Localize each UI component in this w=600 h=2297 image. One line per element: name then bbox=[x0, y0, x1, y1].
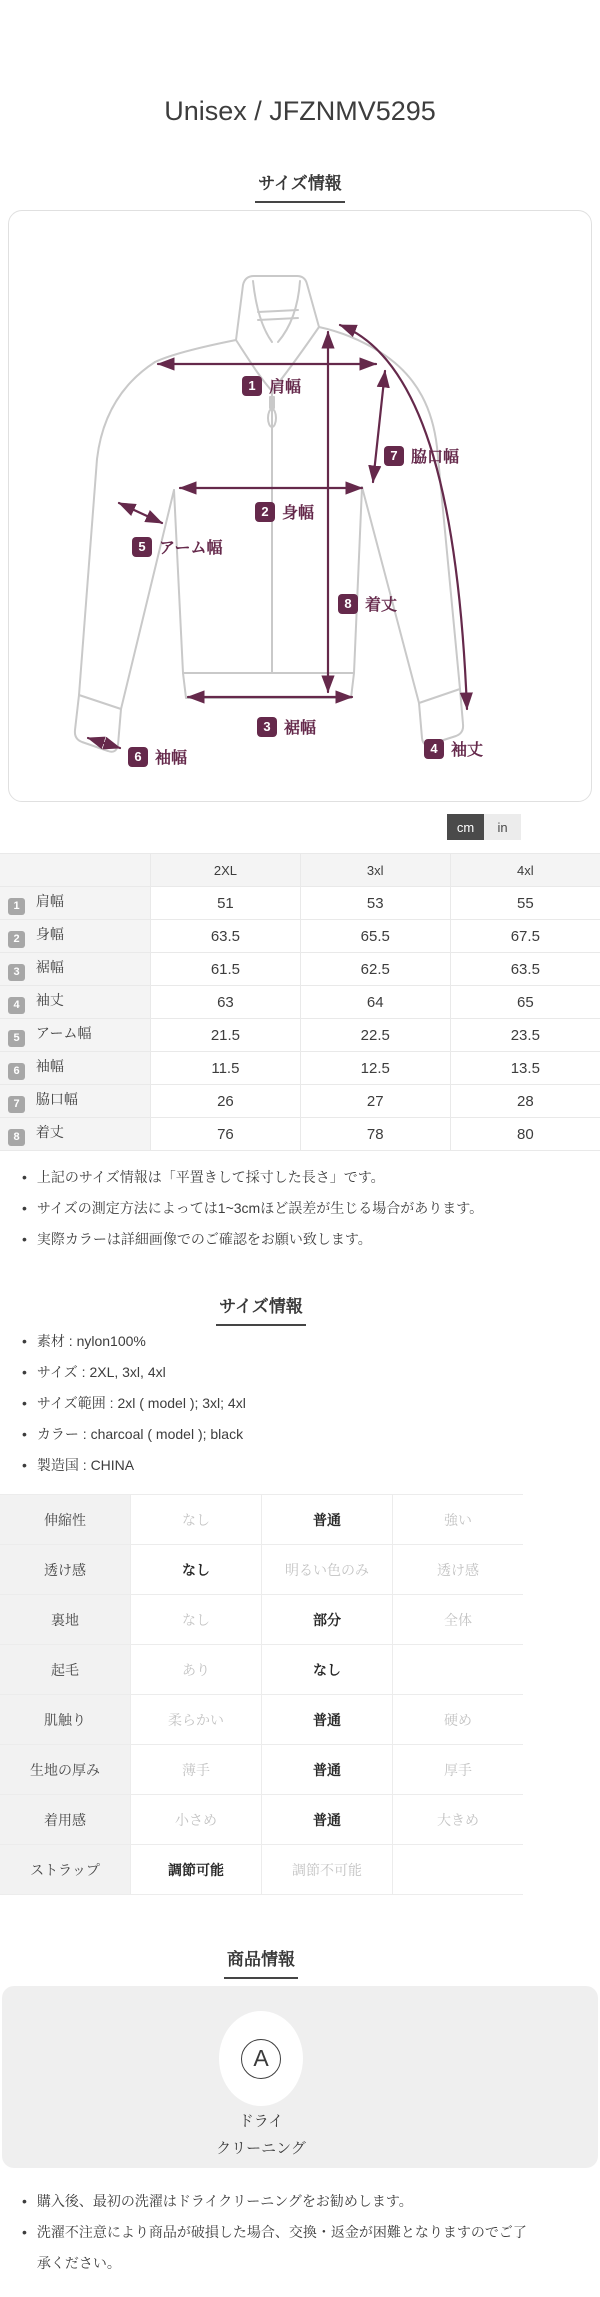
size-row-header bbox=[0, 1085, 151, 1118]
feature-label: 透け感 bbox=[0, 1545, 131, 1595]
measurement-label-text: 袖幅 bbox=[155, 750, 188, 767]
row-number-badge: 3 bbox=[8, 964, 25, 981]
unit-cm-button[interactable]: cm bbox=[447, 814, 484, 840]
feature-option: 普通 bbox=[262, 1495, 393, 1545]
row-number-badge: 4 bbox=[8, 997, 25, 1014]
size-table bbox=[0, 853, 600, 1151]
row-label: 身幅 bbox=[35, 926, 64, 943]
size-table-row bbox=[0, 1052, 600, 1085]
note-item: • 上記のサイズ情報は「平置きして採寸した長さ」です。 bbox=[0, 1162, 580, 1193]
size-row-header bbox=[0, 986, 151, 1019]
row-number-badge: 8 bbox=[8, 1129, 25, 1146]
feature-row bbox=[0, 1845, 523, 1895]
size-row-header bbox=[0, 1118, 151, 1151]
size-value: 21.5 bbox=[151, 1019, 301, 1052]
measurement-label-text: 着丈 bbox=[365, 597, 398, 614]
size-value: 65 bbox=[450, 986, 600, 1019]
feature-label: 肌触り bbox=[0, 1695, 131, 1745]
feature-row bbox=[0, 1795, 523, 1845]
feature-option: なし bbox=[131, 1495, 262, 1545]
product-info-list bbox=[0, 1326, 580, 1481]
feature-option: なし bbox=[131, 1595, 262, 1645]
size-value: 67.5 bbox=[450, 920, 600, 953]
care-symbol-letter: A bbox=[253, 2045, 269, 2071]
size-row-header bbox=[0, 887, 151, 920]
measurement-number-badge: 5 bbox=[132, 537, 152, 557]
feature-option: 調節可能 bbox=[131, 1845, 262, 1895]
product-section-title: 商品情報 bbox=[224, 1945, 298, 1979]
info-item: • カラー : charcoal ( model ); black bbox=[0, 1419, 580, 1450]
feature-table bbox=[0, 1494, 523, 1895]
washing-note-item: • 購入後、最初の洗濯はドライクリーニングをお勧めします。 bbox=[0, 2186, 540, 2217]
measurement-number-badge: 2 bbox=[255, 502, 275, 522]
feature-row bbox=[0, 1645, 523, 1695]
size-column-3xl: 3xl bbox=[300, 854, 450, 887]
size-column-2xl: 2XL bbox=[151, 854, 301, 887]
info-section-header bbox=[0, 1292, 522, 1326]
size-value: 22.5 bbox=[300, 1019, 450, 1052]
row-label: 脇口幅 bbox=[35, 1091, 78, 1108]
feature-option: 普通 bbox=[262, 1795, 393, 1845]
care-symbol-background bbox=[219, 2011, 303, 2106]
measurement-label-text: アーム幅 bbox=[159, 540, 223, 557]
row-label: 袖幅 bbox=[35, 1058, 64, 1075]
feature-option: 普通 bbox=[262, 1745, 393, 1795]
size-value: 28 bbox=[450, 1085, 600, 1118]
feature-option: 明るい色のみ bbox=[262, 1545, 393, 1595]
unit-toggle bbox=[447, 814, 521, 840]
feature-option: なし bbox=[131, 1545, 262, 1595]
row-number-badge: 5 bbox=[8, 1030, 25, 1047]
row-label: 肩幅 bbox=[35, 893, 64, 910]
diagram-labels bbox=[9, 211, 591, 801]
feature-row bbox=[0, 1745, 523, 1795]
feature-row bbox=[0, 1595, 523, 1645]
measurement-label-text: 肩幅 bbox=[269, 379, 302, 396]
size-value: 62.5 bbox=[300, 953, 450, 986]
feature-option: 薄手 bbox=[131, 1745, 262, 1795]
measurement-label bbox=[242, 374, 301, 397]
feature-row bbox=[0, 1695, 523, 1745]
measurement-number-badge: 1 bbox=[242, 376, 262, 396]
size-table-row bbox=[0, 953, 600, 986]
size-value: 64 bbox=[300, 986, 450, 1019]
size-table-row bbox=[0, 920, 600, 953]
size-value: 11.5 bbox=[151, 1052, 301, 1085]
feature-option: 硬め bbox=[393, 1695, 524, 1745]
measurement-label bbox=[424, 737, 483, 760]
size-table-row bbox=[0, 887, 600, 920]
measurement-number-badge: 4 bbox=[424, 739, 444, 759]
size-section-header bbox=[0, 169, 600, 203]
size-column-4xl: 4xl bbox=[450, 854, 600, 887]
info-section-title: サイズ情報 bbox=[216, 1292, 306, 1326]
row-number-badge: 2 bbox=[8, 931, 25, 948]
size-table-corner-cell bbox=[0, 854, 151, 887]
feature-label: 伸縮性 bbox=[0, 1495, 131, 1545]
feature-option: 厚手 bbox=[393, 1745, 524, 1795]
size-value: 55 bbox=[450, 887, 600, 920]
feature-label: 裏地 bbox=[0, 1595, 131, 1645]
size-value: 27 bbox=[300, 1085, 450, 1118]
measurement-label-text: 袖丈 bbox=[451, 742, 484, 759]
feature-label: 生地の厚み bbox=[0, 1745, 131, 1795]
feature-option: 普通 bbox=[262, 1695, 393, 1745]
feature-option: なし bbox=[262, 1645, 393, 1695]
care-label: ドライ クリーニング bbox=[216, 2113, 306, 2157]
measurement-label-text: 脇口幅 bbox=[411, 449, 460, 466]
size-row-header bbox=[0, 920, 151, 953]
size-notes-list bbox=[0, 1162, 580, 1255]
feature-label: 起毛 bbox=[0, 1645, 131, 1695]
measurement-label-text: 裾幅 bbox=[284, 720, 317, 737]
size-value: 61.5 bbox=[151, 953, 301, 986]
size-value: 53 bbox=[300, 887, 450, 920]
size-value: 13.5 bbox=[450, 1052, 600, 1085]
measurement-label bbox=[384, 444, 459, 467]
measurement-label-text: 身幅 bbox=[282, 505, 315, 522]
size-table-header-row bbox=[0, 854, 600, 887]
size-section-title: サイズ情報 bbox=[255, 169, 345, 203]
feature-row bbox=[0, 1545, 523, 1595]
feature-option: 調節不可能 bbox=[262, 1845, 393, 1895]
row-label: 袖丈 bbox=[35, 992, 64, 1009]
feature-label: ストラップ bbox=[0, 1845, 131, 1895]
measurement-label bbox=[338, 592, 397, 615]
info-item: • サイズ : 2XL, 3xl, 4xl bbox=[0, 1357, 580, 1388]
feature-option: 強い bbox=[393, 1495, 524, 1545]
row-number-badge: 7 bbox=[8, 1096, 25, 1113]
size-table-row bbox=[0, 1019, 600, 1052]
unit-in-button[interactable]: in bbox=[484, 814, 521, 840]
size-row-header bbox=[0, 953, 151, 986]
size-value: 51 bbox=[151, 887, 301, 920]
size-value: 63 bbox=[151, 986, 301, 1019]
feature-option: 小さめ bbox=[131, 1795, 262, 1845]
info-item: • 製造国 : CHINA bbox=[0, 1450, 580, 1481]
row-label: アーム幅 bbox=[35, 1025, 92, 1042]
note-item: • サイズの測定方法によっては1~3cmほど誤差が生じる場合があります。 bbox=[0, 1193, 580, 1224]
dry-cleaning-icon bbox=[241, 2039, 281, 2079]
row-number-badge: 6 bbox=[8, 1063, 25, 1080]
size-table-row bbox=[0, 1118, 600, 1151]
size-value: 78 bbox=[300, 1118, 450, 1151]
measurement-label bbox=[257, 715, 316, 738]
size-diagram bbox=[8, 210, 592, 802]
feature-option bbox=[393, 1645, 524, 1695]
feature-option: 全体 bbox=[393, 1595, 524, 1645]
page-title: Unisex / JFZNMV5295 bbox=[164, 96, 436, 126]
measurement-label bbox=[132, 535, 223, 558]
feature-option: 部分 bbox=[262, 1595, 393, 1645]
size-value: 63.5 bbox=[450, 953, 600, 986]
size-value: 23.5 bbox=[450, 1019, 600, 1052]
row-label: 裾幅 bbox=[35, 959, 64, 976]
info-item: • サイズ範囲 : 2xl ( model ); 3xl; 4xl bbox=[0, 1388, 580, 1419]
note-item: • 実際カラーは詳細画像でのご確認をお願い致します。 bbox=[0, 1224, 580, 1255]
size-table-row bbox=[0, 986, 600, 1019]
size-value: 63.5 bbox=[151, 920, 301, 953]
size-table-row bbox=[0, 1085, 600, 1118]
washing-notes-list bbox=[0, 2186, 540, 2279]
size-row-header bbox=[0, 1052, 151, 1085]
size-row-header bbox=[0, 1019, 151, 1052]
size-value: 80 bbox=[450, 1118, 600, 1151]
feature-option: 柔らかい bbox=[131, 1695, 262, 1745]
measurement-label bbox=[128, 745, 187, 768]
measurement-number-badge: 6 bbox=[128, 747, 148, 767]
feature-option: 大きめ bbox=[393, 1795, 524, 1845]
feature-row bbox=[0, 1495, 523, 1545]
measurement-number-badge: 8 bbox=[338, 594, 358, 614]
washing-note-item: • 洗濯不注意により商品が破損した場合、交換・返金が困難となりますのでご了承ください。 bbox=[0, 2217, 540, 2279]
size-value: 26 bbox=[151, 1085, 301, 1118]
measurement-number-badge: 7 bbox=[384, 446, 404, 466]
feature-label: 着用感 bbox=[0, 1795, 131, 1845]
size-value: 76 bbox=[151, 1118, 301, 1151]
row-number-badge: 1 bbox=[8, 898, 25, 915]
measurement-label bbox=[255, 500, 314, 523]
care-instructions-panel bbox=[2, 1986, 598, 2168]
measurement-number-badge: 3 bbox=[257, 717, 277, 737]
feature-option: あり bbox=[131, 1645, 262, 1695]
feature-option bbox=[393, 1845, 524, 1895]
size-value: 12.5 bbox=[300, 1052, 450, 1085]
size-value: 65.5 bbox=[300, 920, 450, 953]
product-section-header bbox=[0, 1945, 522, 1979]
row-label: 着丈 bbox=[35, 1124, 64, 1141]
feature-option: 透け感 bbox=[393, 1545, 524, 1595]
info-item: • 素材 : nylon100% bbox=[0, 1326, 580, 1357]
